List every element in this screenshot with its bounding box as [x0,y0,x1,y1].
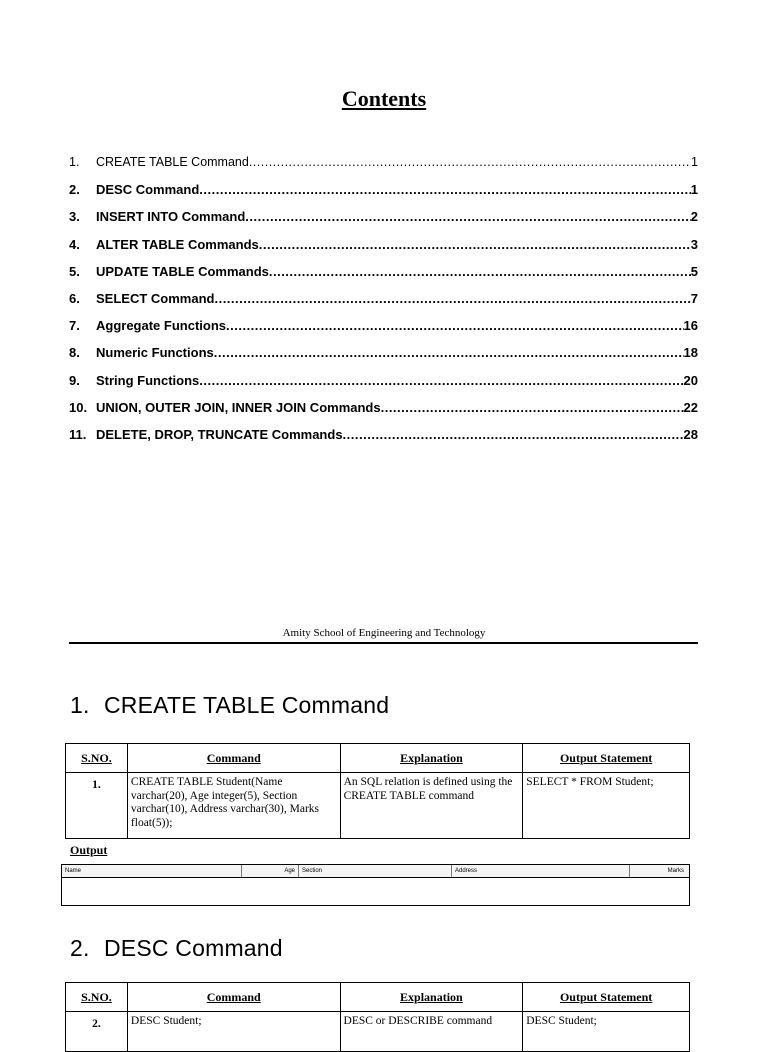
toc-entry-title: INSERT INTO Command [96,209,246,225]
toc-entry[interactable] [69,237,698,264]
section-heading-create-table [70,692,389,719]
toc-entry[interactable] [69,318,698,345]
toc-entry-number: 5. [69,263,80,279]
column-header-sno: S.NO. [66,983,128,1012]
toc-entry-page: 2 [690,209,698,225]
toc-dot-leader [381,400,684,415]
toc-entry-number: 4. [69,236,80,252]
toc-dot-leader [249,155,691,169]
output-column-age: Age [242,865,299,877]
column-header-sno: S.NO. [66,744,128,773]
toc-entry-page: 22 [683,399,698,415]
toc-entry-title: Numeric Functions [96,345,214,361]
toc-entry[interactable] [69,373,698,400]
toc-entry[interactable] [69,264,698,291]
column-header-command: Command [127,983,340,1012]
toc-entry-number: 9. [69,372,80,388]
toc-dot-leader [343,427,684,442]
output-column-section: Section [299,865,452,877]
toc-dot-leader [214,291,690,306]
output-column-address: Address [452,865,630,877]
toc-entry-number: 11. [69,426,87,442]
table-of-contents [69,155,698,454]
section-number: 2. [70,935,90,961]
toc-entry[interactable] [69,291,698,318]
contents-title: Contents [341,86,427,111]
table-row [66,1012,690,1052]
section-number: 1. [70,692,90,718]
output-column-name: Name [62,865,242,877]
cell-command: DESC Student; [127,1012,340,1052]
toc-entry-number: 3. [69,209,80,225]
toc-entry-number: 7. [69,318,80,334]
column-header-explanation: Explanation [340,744,523,773]
cell-output-statement: SELECT * FROM Student; [523,773,690,839]
toc-entry[interactable] [69,155,698,182]
table-row [66,773,690,839]
toc-entry-page: 1 [691,155,698,169]
table-header-row [66,744,690,773]
toc-dot-leader [199,373,683,388]
column-header-command: Command [127,744,340,773]
toc-entry-page: 18 [683,345,698,361]
toc-dot-leader [226,318,684,333]
column-header-output-statement: Output Statement [523,983,690,1012]
cell-sno: 1. [66,773,128,839]
cell-output-statement: DESC Student; [523,1012,690,1052]
toc-entry-page: 3 [690,236,698,252]
toc-entry-number: 1. [69,155,80,169]
page-footer: Amity School of Engineering and Technology [282,627,486,639]
output-column-marks: Marks [667,868,684,874]
toc-entry-title: UNION, OUTER JOIN, INNER JOIN Commands [96,399,381,415]
toc-entry-page: 1 [690,182,698,198]
cell-command: CREATE TABLE Student(Name varchar(20), Age integer(5), Section varchar(10), Address varchar(30), Marks float(5)); [127,773,340,839]
toc-entry-number: 2. [69,182,80,198]
toc-entry-number: 8. [69,345,80,361]
column-header-explanation: Explanation [340,983,523,1012]
column-header-output-statement: Output Statement [523,744,690,773]
toc-entry[interactable] [69,427,698,454]
cell-sno: 2. [66,1012,128,1052]
toc-dot-leader [259,237,691,252]
toc-entry-title: DELETE, DROP, TRUNCATE Commands [96,426,343,442]
toc-entry-title: DESC Command [96,182,200,198]
table-header-row [66,983,690,1012]
toc-entry-page: 5 [690,263,698,279]
create-table-command-table [65,743,690,839]
cell-explanation: DESC or DESCRIBE command [340,1012,523,1052]
toc-entry-number: 6. [69,290,80,306]
toc-entry-title: SELECT Command [96,290,215,306]
toc-dot-leader [245,209,690,224]
toc-entry-page: 7 [690,290,698,306]
toc-entry-page: 20 [683,372,698,388]
toc-dot-leader [269,264,691,279]
toc-entry[interactable] [69,209,698,236]
toc-entry-title: CREATE TABLE Command [96,155,249,169]
output-result-grid [61,864,690,906]
output-label: Output [70,843,108,857]
toc-entry[interactable] [69,345,698,372]
output-grid-header [62,865,689,878]
toc-entry-page: 28 [683,426,698,442]
toc-dot-leader [199,182,690,197]
toc-entry-title: UPDATE TABLE Commands [96,263,269,279]
desc-command-table [65,982,690,1052]
toc-entry-title: Aggregate Functions [96,318,227,334]
toc-entry[interactable] [69,182,698,209]
toc-entry[interactable] [69,400,698,427]
section-heading-desc [70,935,283,962]
section-title: CREATE TABLE Command [104,692,390,718]
footer-divider [69,642,698,644]
toc-entry-title: String Functions [96,372,200,388]
toc-dot-leader [214,345,684,360]
toc-entry-number: 10. [69,399,88,415]
section-title: DESC Command [104,935,283,961]
toc-entry-title: ALTER TABLE Commands [96,236,259,252]
cell-explanation: An SQL relation is defined using the CREATE TABLE command [340,773,523,839]
toc-entry-page: 16 [683,318,698,334]
